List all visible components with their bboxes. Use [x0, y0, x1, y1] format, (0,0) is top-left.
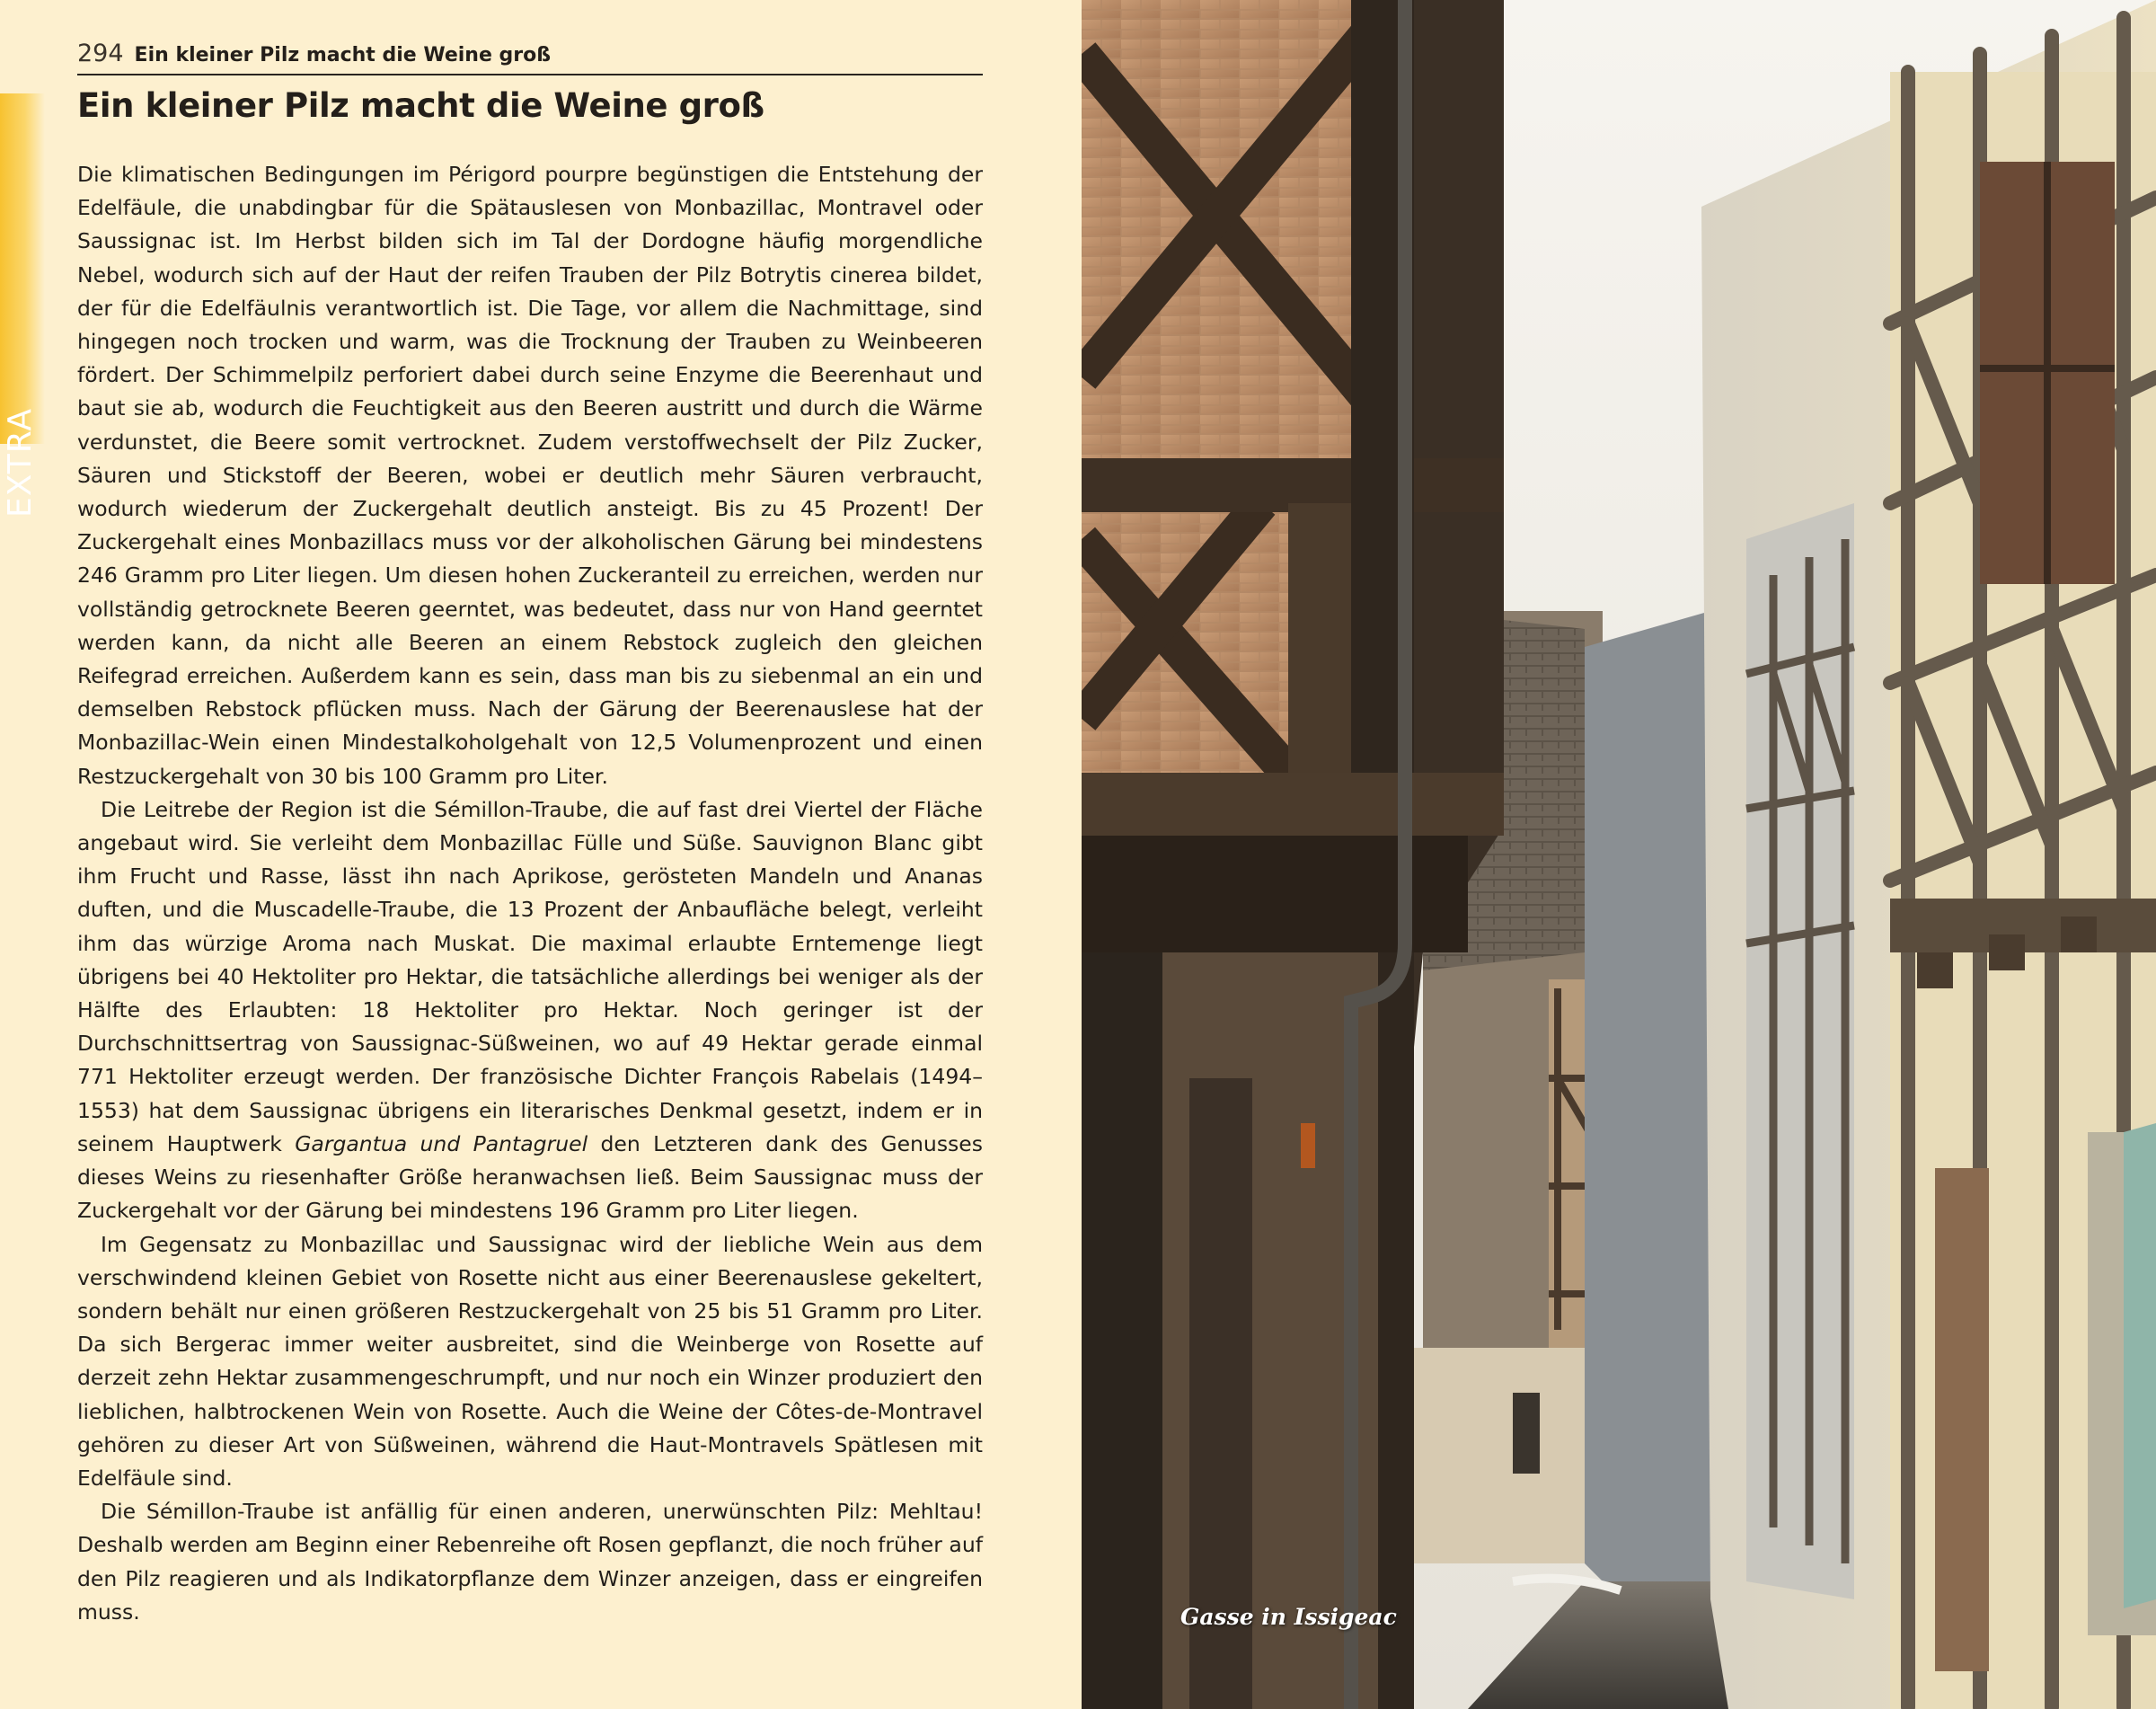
paragraph-2-text-b: den Letzteren dank des Genusses dieses Weins zu riesenhafter Größe heranwachsen ließ. Beim Saussignac muss der Zuckergehalt vor der Gärung bei mindestens 196 Gramm pro Liter liegen. — [77, 1130, 984, 1224]
book-title: Gargantua und Pantagruel — [295, 1130, 588, 1156]
paragraph-1: Die klimatischen Bedingungen im Périgord pourpre begünstigen die Entstehung der Edelfäule, die unabdingbar für die Spätauslesen von Monbazillac, Montravel oder Saussignac ist. Im Herbst bilden sich im Tal der Dordogne häufig morgendliche Nebel, wodurch sich auf der Haut der reifen Trauben der Pilz Botrytis cinerea bildet, der für die Edelfäulnis verantwortlich ist. Die Tage, vor allem die Nachmittage, sind hingegen noch trocken und warm, was die Trocknung der Trauben zu Weinbeeren fördert. Der Schimmelpilz perforiert dabei durch seine Enzyme die Beerenhaut und baut sie ab, wodurch die Feuchtigkeit aus den Beeren austritt und durch die Wärme verdunstet, die Beere somit vertrocknet. Zudem verstoffwechselt der Pilz Zucker, Säuren und Stickstoff der Beeren, wobei er deutlich mehr Säuren verbraucht, wodurch wiederum der Zuckergehalt deutlich ansteigt. Bis zu 45 Prozent! Der Zuckergehalt eines Monbazillacs muss vor der alkoholischen Gärung bei mindestens 246 Gramm pro Liter liegen. Um diesen hohen Zuckeranteil zu erreichen, werden nur vollständig getrocknete Beeren geerntet, was bedeutet, dass nur von Hand geerntet werden kann, da nicht alle Beeren an einem Rebstock zugleich den gleichen Reifegrad erreichen. Außerdem kann es sein, dass man bis zu siebenmal an ein und demselben Rebstock pflücken muss. Nach der Gärung der Beerenauslese hat der Monbazillac-Wein einen Mindestalkoholgehalt von 12,5 Volumenprozent und einen Restzuckergehalt von 30 bis 100 Gramm pro Liter. — [77, 162, 983, 789]
running-head — [77, 40, 983, 75]
issigeac-alley-photo — [1082, 0, 2156, 1709]
article-heading: Ein kleiner Pilz macht die Weine groß — [77, 86, 764, 125]
right-page-photo — [1082, 0, 2156, 1709]
paragraph-3: Im Gegensatz zu Monbazillac und Saussignac wird der liebliche Wein aus dem verschwindend kleinen Gebiet von Rosette nicht aus einer Beerenauslese gekeltert, sondern behält nur einen größeren Restzuckergehalt von 25 bis 51 Gramm pro Liter. Da sich Bergerac immer weiter ausbreitet, sind die Weinberge von Rosette auf derzeit zehn Hektar zusammengeschrumpft, und nur noch ein Winzer produziert den lieblichen, halbtrockenen Wein von Rosette. Auch die Weine der Côtes-de-Montravel gehören zu dieser Art von Süßweinen, während die Haut-Montravels Spätlesen mit Edelfäule sind. — [77, 1231, 983, 1491]
running-head-title: Ein kleiner Pilz macht die Weine groß — [134, 44, 552, 66]
paragraph-4: Die Sémillon-Traube ist anfällig für einen anderen, unerwünschten Pilz: Mehltau! Deshalb werden am Beginn einer Rebenreihe oft Rosen gepflanzt, die noch früher auf den Pilz reagieren und als Indikatorpflanze dem Winzer anzeigen, dass er eingreifen muss. — [77, 1499, 983, 1625]
photo-caption: Gasse in Issigeac — [1180, 1604, 1397, 1630]
extra-tab-label: EXTRA — [2, 408, 39, 518]
paragraph-2-text-a: Die Leitrebe der Region ist die Sémillon-Traube, die auf fast drei Viertel der Fläche angebaut wird. Sie verleiht dem Monbazillac Fülle und Süße. Sauvignon Blanc gibt ihm Frucht und Rasse, lässt ihn nach Aprikose, gerösteten Mandeln und Ananas duften, und die Muscadelle-Traube, die 13 Prozent der Anbaufläche belegt, verleiht ihm das würzige Aroma nach Muskat. Die maximal erlaubte Erntemenge liegt übrigens bei 40 Hektoliter pro Hektar, die tatsächliche allerdings bei weniger als der Hälfte des Erlaubten: 18 Hektoliter pro Hektar. Noch geringer ist der Durchschnittsertrag von Saussignac-Süßweinen, wo auf 49 Hektar gerade einmal 771 Hektoliter erzeugt werden. Der französische Dichter François Rabelais (1494–1553) hat dem Saussignac übrigens ein literarisches Denkmal gesetzt, indem er in seinem Hauptwerk — [77, 796, 983, 1156]
page-number: 294 — [77, 40, 124, 67]
article-body — [77, 158, 983, 1629]
paragraph-2 — [77, 793, 983, 1228]
extra-side-tab — [0, 93, 45, 518]
